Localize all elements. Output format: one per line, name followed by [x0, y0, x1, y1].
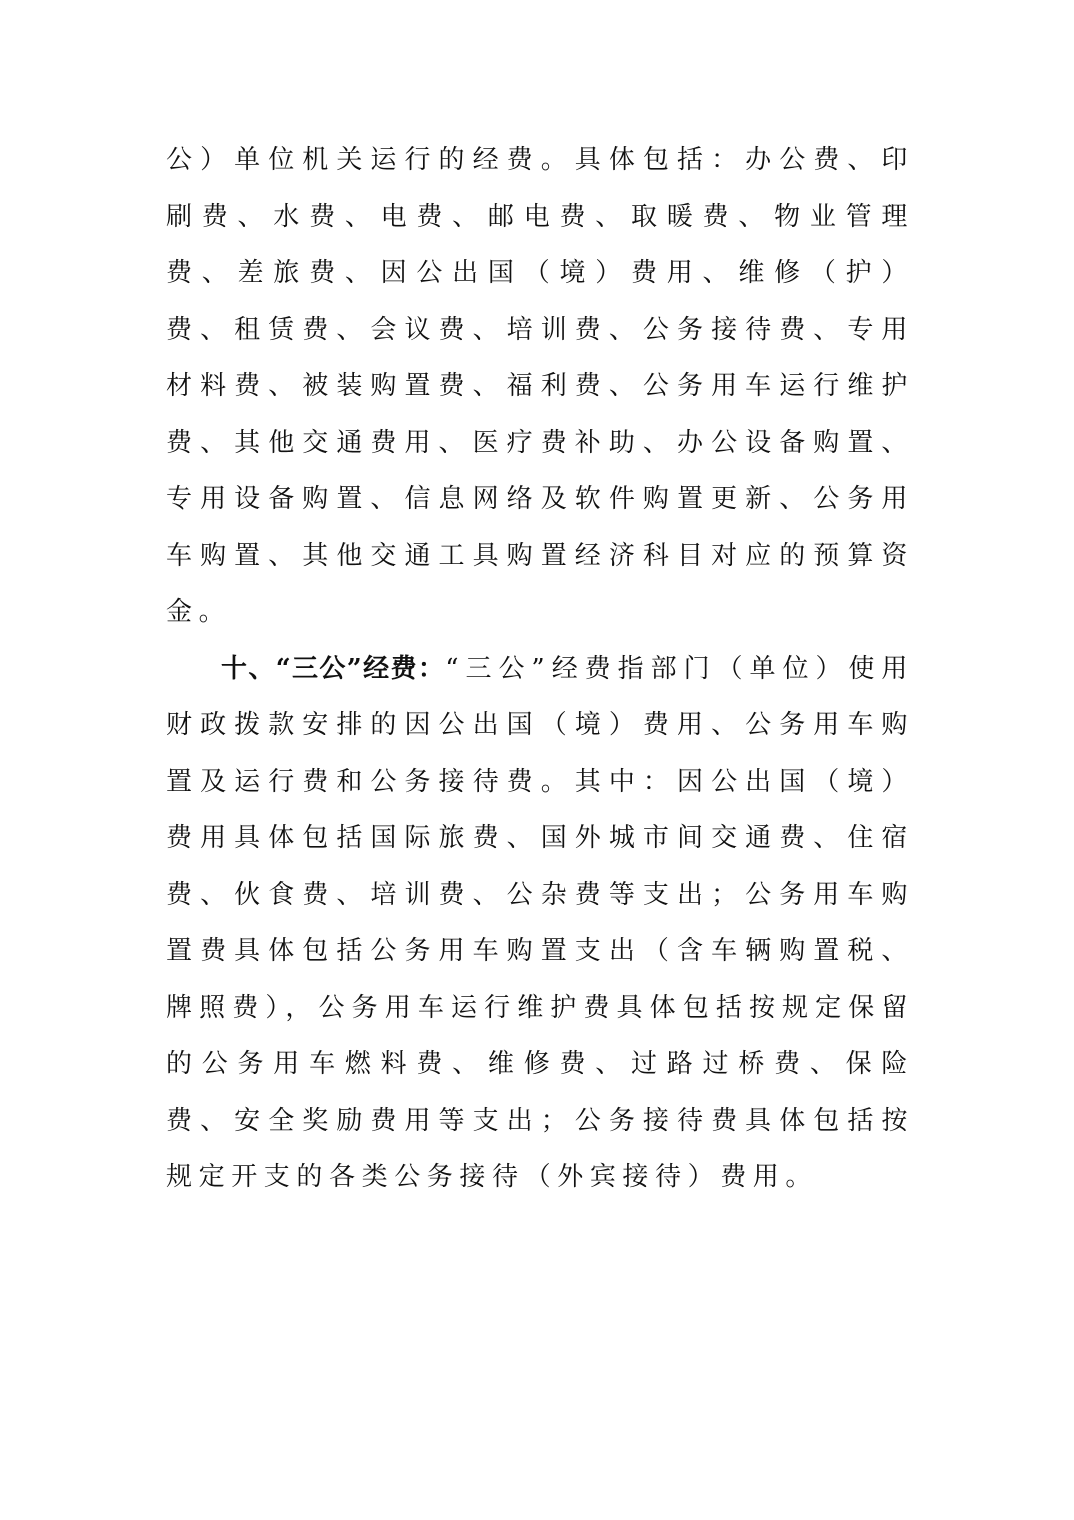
paragraph-text: “三公”经费指部门（单位）使用财政拨款安排的因公出国（境）费用、公务用车购置及运行费和公务接待费。其中：因公出国（境）费用具体包括国际旅费、国外城市间交通费、住宿费、伙食费、培训费、公杂费等支出；公务用车购置费具体包括公务用车购置支出（含车辆购置税、牌照费），公务用车运行维护费具体包括按规定保留的公务用车燃料费、维修费、过路过桥费、保险费、安全奖励费用等支出；公务接待费具体包括按规定开支的各类公务接待（外宾接待）费用。 [166, 653, 914, 1192]
section-heading: 十、“三公”经费： [221, 653, 446, 684]
paragraph-operating-expenses [166, 132, 914, 641]
paragraph-three-public-expenses [166, 641, 914, 1206]
document-body [166, 132, 914, 1206]
paragraph-text: 公）单位机关运行的经费。具体包括：办公费、印刷费、水费、电费、邮电费、取暖费、物业管理费、差旅费、因公出国（境）费用、维修（护）费、租赁费、会议费、培训费、公务接待费、专用材料费、被装购置费、福利费、公务用车运行维护费、其他交通费用、医疗费补助、办公设备购置、专用设备购置、信息网络及软件购置更新、公务用车购置、其他交通工具购置经济科目对应的预算资金。 [166, 145, 914, 627]
